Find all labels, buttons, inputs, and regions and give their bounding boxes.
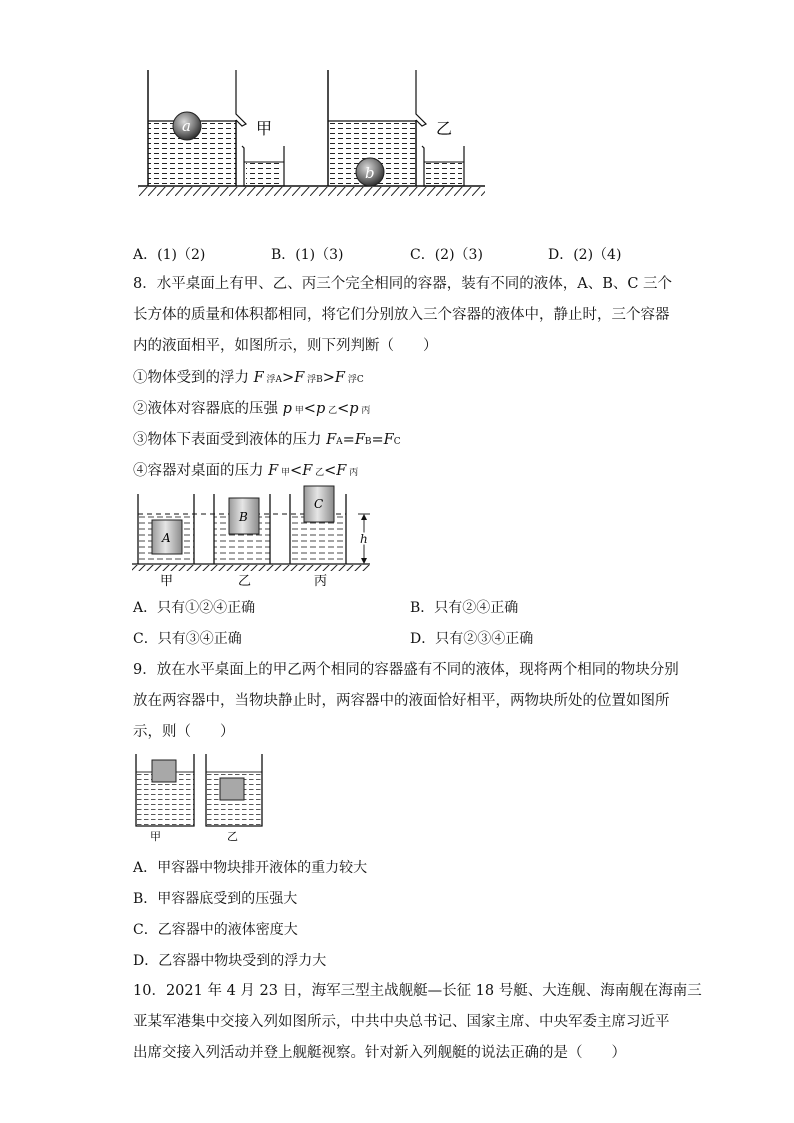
q9-figure: [130, 752, 270, 844]
q10-stem-line2: 亚某军港集中交接入列如图所示，中共中央总书记、国家主席、中央军委主席习近平: [133, 1014, 670, 1030]
q9-label-yi: 乙: [227, 830, 238, 843]
q9-stem-line3: 示，则（ ）: [133, 724, 235, 740]
q8-statement-4-text: ④容器对桌面的压力: [133, 463, 264, 479]
q8-statement-3-formula: FA=FB=FC: [326, 432, 401, 448]
q9-option-a: A．甲容器中物块排开液体的重力较大: [133, 860, 368, 876]
q7-figure: [130, 66, 490, 202]
q9-label-jia: 甲: [150, 830, 161, 843]
q8-statement-4: [133, 461, 358, 483]
q8-block-c-label: C: [314, 497, 324, 511]
q9-stem-line1: 9．放在水平桌面上的甲乙两个相同的容器盛有不同的液体，现将两个相同的物块分别: [133, 662, 679, 678]
q8-option-a: A．只有①②④正确: [133, 600, 256, 616]
q7-option-b: B．(1)（3): [271, 247, 344, 263]
q7-label-yi: 乙: [436, 119, 453, 138]
q10-stem-line1: 10．2021 年 4 月 23 日，海军三型主战舰艇—长征 18 号艇、大连舰、海南舰在海南三: [133, 983, 702, 999]
q8-option-c: C．只有③④正确: [133, 631, 242, 647]
q8-statement-3: [133, 430, 401, 452]
q8-block-a-label: A: [162, 531, 171, 545]
q8-stem-line3: 内的液面相平，如图所示，则下列判断（ ）: [133, 338, 438, 354]
q9-option-c: C．乙容器中的液体密度大: [133, 922, 298, 938]
q8-option-b: B．只有②④正确: [410, 600, 519, 616]
q8-option-d: D．只有②③④正确: [410, 631, 534, 647]
q10-stem-line3: 出席交接入列活动并登上舰艇视察。针对新入列舰艇的说法正确的是（ ）: [133, 1045, 626, 1061]
q8-label-bing: 丙: [314, 574, 328, 589]
q7-label-jia: 甲: [256, 119, 273, 138]
q9-option-d: D．乙容器中物块受到的浮力大: [133, 953, 327, 969]
q8-statement-1-formula: F 浮A>F 浮B>F 浮C: [253, 370, 364, 386]
q7-option-d: D．(2)（4): [548, 247, 622, 263]
q8-label-jia: 甲: [160, 574, 174, 589]
q7-option-a: A．(1)（2): [133, 247, 206, 263]
q8-statement-4-formula: F 甲<F 乙<F 丙: [268, 463, 359, 479]
q8-stem-line1: 8．水平桌面上有甲、乙、丙三个完全相同的容器，装有不同的液体，A、B、C 三个: [133, 276, 673, 292]
q8-statement-2-text: ②液体对容器底的压强: [133, 401, 278, 417]
q8-figure: [130, 484, 380, 594]
q8-statement-1-text: ①物体受到的浮力: [133, 370, 249, 386]
q8-statement-2-formula: p 甲<p 乙<p 丙: [282, 401, 371, 417]
q8-statement-3-text: ③物体下表面受到液体的压力: [133, 432, 322, 448]
q7-ball-a-label: a: [182, 117, 191, 135]
q8-statement-2: [133, 399, 370, 421]
q8-h-label: h: [360, 532, 368, 546]
q8-block-b-label: B: [239, 510, 248, 524]
q7-ball-b-label: b: [365, 164, 375, 182]
q9-option-b: B．甲容器底受到的压强大: [133, 891, 298, 907]
q7-option-c: C．(2)（3): [410, 247, 483, 263]
q9-stem-line2: 放在两容器中，当物块静止时，两容器中的液面恰好相平，两物块所处的位置如图所: [133, 693, 670, 709]
q8-stem-line2: 长方体的质量和体积都相同，将它们分别放入三个容器的液体中，静止时，三个容器: [133, 307, 670, 323]
q8-label-yi: 乙: [238, 574, 252, 589]
q8-statement-1: [133, 368, 364, 390]
